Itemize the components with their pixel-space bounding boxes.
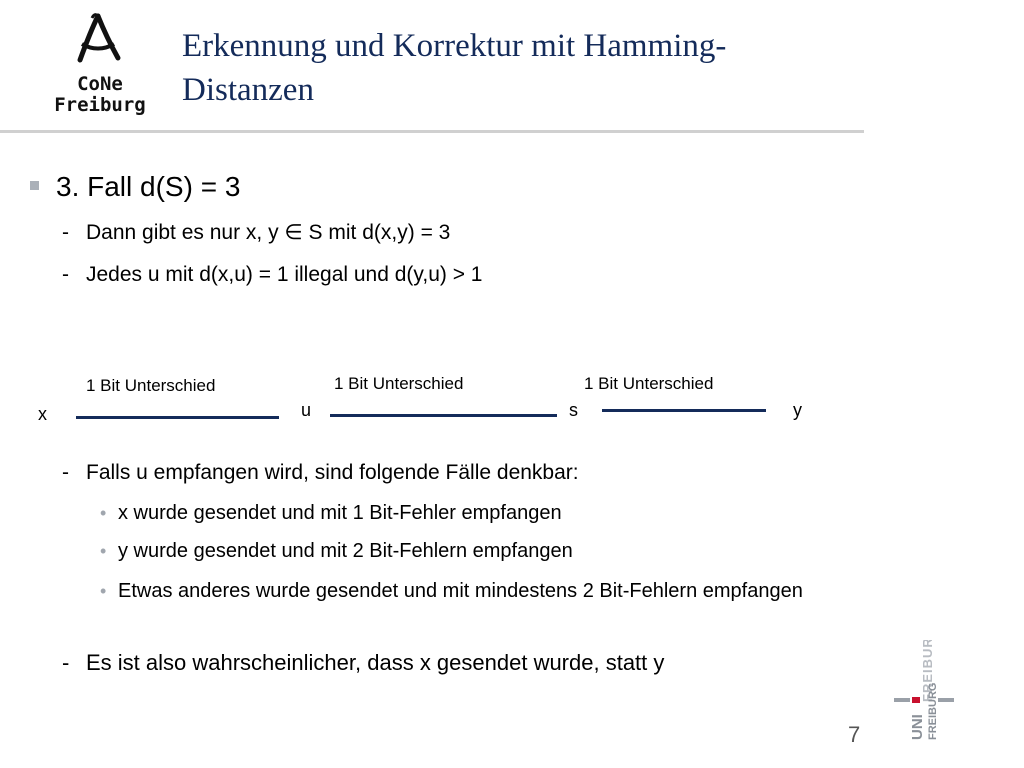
square-bullet-icon — [30, 181, 39, 190]
edge-label: 1 Bit Unterschied — [584, 374, 714, 393]
case-text: y wurde gesendet und mit 2 Bit-Fehlern empfangen — [118, 540, 573, 562]
title-divider — [0, 130, 864, 133]
case-text: Etwas anderes wurde gesendet und mit mindestens 2 Bit-Fehlern empfangen — [118, 580, 803, 602]
cone-freiburg-logo — [36, 12, 164, 122]
node-u: u — [301, 400, 312, 420]
page-number: 7 — [848, 722, 861, 747]
dot-bullet-icon: • — [100, 581, 107, 601]
edge-line — [602, 409, 766, 412]
edge-line — [330, 414, 557, 417]
svg-text:UNI: UNI — [909, 714, 926, 740]
svg-text:FREIBURG: FREIBURG — [920, 640, 935, 702]
edge-label: 1 Bit Unterschied — [334, 374, 464, 393]
dash-icon: - — [62, 221, 69, 244]
logo-line-1: CoNe — [77, 73, 123, 95]
dash-icon: - — [62, 650, 70, 675]
case-text: x wurde gesendet und mit 1 Bit-Fehler empfangen — [118, 502, 562, 524]
svg-text:FREIBURG: FREIBURG — [927, 682, 939, 740]
cone-logo-icon — [58, 12, 142, 72]
node-x: x — [38, 404, 47, 424]
sub-point-text: Jedes u mit d(x,u) = 1 illegal und d(y,u) > 1 — [86, 263, 483, 286]
node-y: y — [793, 400, 802, 420]
hamming-distance-diagram — [0, 360, 864, 440]
dash-icon: - — [62, 263, 69, 286]
dot-bullet-icon: • — [100, 541, 107, 561]
main-bullet-text: 3. Fall d(S) = 3 — [56, 171, 241, 202]
uni-freiburg-logo — [892, 640, 962, 740]
dot-bullet-icon: • — [100, 503, 107, 523]
edge-label: 1 Bit Unterschied — [86, 376, 216, 395]
edge-line — [76, 416, 279, 419]
node-s: s — [569, 400, 578, 420]
uni-freiburg-logo-icon — [892, 640, 962, 740]
slide-title: Erkennung und Korrektur mit Hamming-Distanzen — [182, 28, 727, 108]
conclusion-text: Es ist also wahrscheinlicher, dass x gesendet wurde, statt y — [86, 650, 665, 675]
dash-icon: - — [62, 461, 69, 484]
logo-line-2: Freiburg — [54, 94, 146, 116]
sub-point-text: Dann gibt es nur x, y ∈ S mit d(x,y) = 3 — [86, 221, 451, 244]
sub-point-text: Falls u empfangen wird, sind folgende Fälle denkbar: — [86, 461, 579, 484]
